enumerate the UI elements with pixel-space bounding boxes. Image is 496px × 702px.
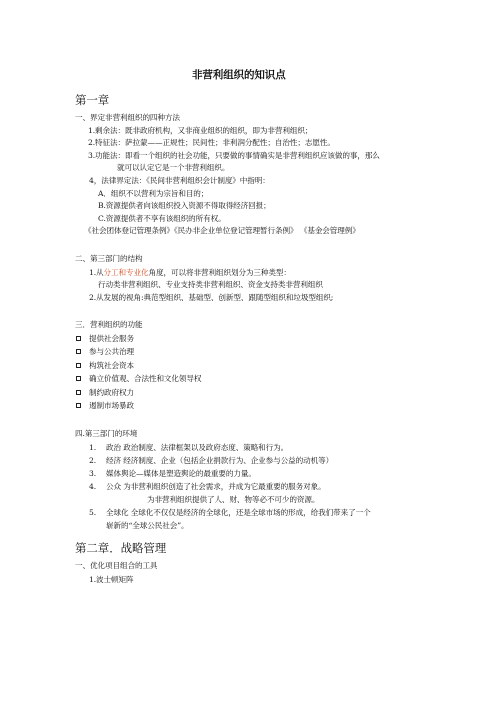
function-item: 制约政府权力 — [76, 388, 134, 398]
law-item: B.资源提供者向该组织投入资源不得取得经济回报； — [98, 201, 271, 210]
chapter-1-heading: 第一章 — [75, 93, 110, 107]
section-1-item: 2.特征法：萨拉蒙——正规性；民间性；非利润分配性；自治性；志愿性。 — [88, 138, 335, 147]
structure-line-2: 2.从发展的视角:典范型组织、基础型、创新型、跟随型组织和垃圾型组织; — [89, 293, 334, 302]
section-1-item: 1.剩余法：既非政府机构，又非商业组织的组织，即为非营利组织； — [88, 126, 313, 135]
structure-line-1 — [89, 268, 291, 278]
section-2-heading: 二、第三部门的结构 — [75, 254, 143, 263]
section-3-heading: 三．营利组织的功能 — [75, 320, 143, 329]
chapter-2-heading: 第二章．战略管理 — [75, 541, 167, 555]
structure-line-1-prefix: 1.从 — [89, 268, 104, 277]
env-item-text: 经济 经济制度、企业（包括企业捐款行为、企业参与公益的动机等） — [106, 456, 334, 465]
section-1-item: 3.功能法：即看一个组织的社会功能，只要做的事情确实是非营利组织应该做的事，那么 — [88, 151, 380, 160]
structure-line-1-suffix: 角度，可以将非营利组织划分为三种类型： — [148, 268, 291, 277]
env-item-number: 5. — [89, 508, 97, 517]
checkbox-bullet-icon — [76, 376, 81, 381]
section-1-item: 就可以认定它是一个非营利组织。 — [117, 163, 230, 172]
law-definition-intro: 4，法律界定法：《民间非营利组织会计制度》中指明： — [89, 176, 270, 185]
law-item: A．组织不以营利为宗旨和目的； — [98, 189, 209, 198]
document-title: 非营利组织的知识点 — [192, 69, 286, 81]
env-item-text: 为非营利组织提供了人、财、物等必不可少的资源。 — [147, 495, 320, 504]
function-item: 确立价值观、合法性和文化领导权 — [76, 374, 201, 384]
env-item-text: 媒体舆论—媒体是塑造舆论的最重要的力量。 — [106, 469, 256, 478]
function-item: 遏制市场暴政 — [76, 401, 134, 411]
function-item: 参与公共治理 — [76, 347, 134, 357]
env-item-text: 全球化 全球化不仅仅是经济的全球化，还是全球市场的形成，给我们带来了一个 — [106, 508, 371, 517]
env-item-text: 政治 政治制度、法律框架以及政府态度、策略和行为。 — [106, 443, 289, 452]
chapter-2-section-1-item: 1.波士顿矩阵 — [89, 575, 134, 584]
checkbox-bullet-icon — [76, 336, 81, 341]
env-item-text: 公众 为非营利组织创造了社会需求，并成为它最重要的服务对象。 — [106, 482, 326, 491]
function-item: 构筑社会资本 — [76, 361, 134, 371]
checkbox-bullet-icon — [76, 349, 81, 354]
law-item: C.资源提供者不享有该组织的所有权。 — [98, 214, 226, 223]
checkbox-bullet-icon — [76, 390, 81, 395]
env-item-text: 崭新的“全球公民社会”。 — [106, 521, 189, 530]
section-1-heading: 一、界定非营利组织的四种方法 — [75, 113, 180, 122]
structure-line-1-detail: 行动类非营利组织、专业支持类非营利组织、资金支持类非营利组织 — [98, 280, 323, 289]
env-item-number: 4. — [89, 482, 97, 491]
env-item-number: 2. — [89, 456, 97, 465]
function-item: 提供社会服务 — [76, 334, 134, 344]
section-4-heading: 四.第三部门的环境 — [75, 429, 138, 438]
env-item-number: 3. — [89, 469, 97, 478]
chapter-2-section-1-heading: 一、优化项目组合的工具 — [75, 561, 158, 570]
checkbox-bullet-icon — [76, 403, 81, 408]
regulations-list: 《社会团体登记管理条例》《民办非企业单位登记管理暂行条例》 《基金会管理例》 — [84, 226, 360, 235]
checkbox-bullet-icon — [76, 363, 81, 368]
highlight-text: 分工和专业化 — [103, 268, 149, 277]
env-item-number: 1. — [89, 443, 97, 452]
